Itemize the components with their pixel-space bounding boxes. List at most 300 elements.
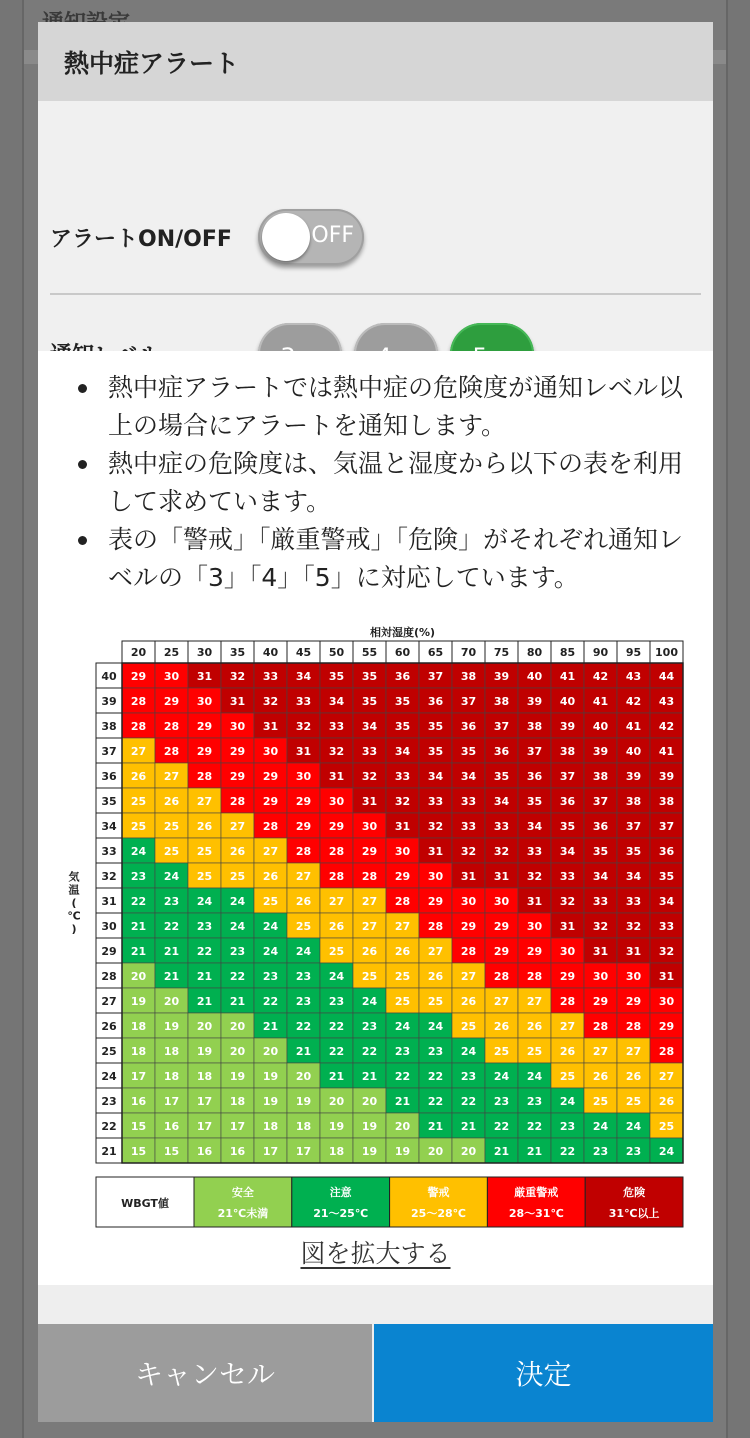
heatmap-cell-value: 39	[658, 770, 675, 783]
heatmap-cell-value: 25	[394, 970, 411, 983]
heatmap-cell-value: 22	[328, 1020, 345, 1033]
heatmap-cell-value: 28	[130, 720, 147, 733]
humidity-tick-label: 45	[295, 646, 312, 659]
heatmap-cell-value: 35	[427, 745, 444, 758]
heatmap-cell-value: 27	[493, 995, 510, 1008]
heatmap-cell-value: 26	[592, 1070, 609, 1083]
humidity-tick-label: 35	[229, 646, 246, 659]
heatmap-cell-value: 29	[262, 795, 279, 808]
heatmap-cell-value: 24	[229, 920, 246, 933]
heatmap-cell-value: 26	[295, 895, 312, 908]
heatmap-cell-value: 19	[361, 1145, 378, 1158]
dialog-title: 熱中症アラート	[64, 48, 240, 78]
heatmap-cell-value: 24	[130, 845, 147, 858]
heatmap-cell-value: 20	[295, 1070, 312, 1083]
toggle-knob[interactable]	[262, 213, 310, 261]
settings-panel	[38, 101, 713, 351]
temperature-tick-label: 21	[101, 1145, 117, 1158]
heatmap-cell-value: 18	[328, 1145, 345, 1158]
heatmap-cell-value: 35	[394, 720, 411, 733]
heatmap-cell-value: 31	[625, 945, 642, 958]
heatmap-cell-value: 25	[196, 845, 213, 858]
heatmap-cell-value: 29	[130, 670, 147, 683]
heatmap-cell-value: 31	[493, 870, 510, 883]
heatmap-cell-value: 34	[460, 770, 477, 783]
cancel-button[interactable]: キャンセル	[38, 1324, 372, 1422]
heatmap-cell-value: 35	[460, 745, 477, 758]
heatmap-cell-value: 25	[328, 945, 345, 958]
heatmap-cell-value: 38	[592, 770, 609, 783]
temperature-tick-label: 35	[101, 795, 117, 808]
temperature-tick-label: 28	[101, 970, 117, 983]
heatmap-cell-value: 29	[493, 945, 510, 958]
heatmap-cell-value: 25	[658, 1120, 675, 1133]
heatmap-cell-value: 35	[394, 695, 411, 708]
heatmap-cell-value: 23	[427, 1045, 444, 1058]
divider	[50, 293, 701, 295]
heatmap-cell-value: 25	[460, 1020, 477, 1033]
heatmap-cell-value: 27	[196, 795, 213, 808]
heatmap-cell-value: 35	[361, 695, 378, 708]
humidity-tick-label: 40	[262, 646, 279, 659]
heatmap-cell-value: 32	[394, 795, 411, 808]
heatmap-cell-value: 28	[328, 870, 345, 883]
heatmap-cell-value: 34	[559, 845, 576, 858]
alert-toggle-switch[interactable]	[258, 209, 364, 265]
heatmap-cell-value: 24	[625, 1120, 642, 1133]
heatmap-cell-value: 39	[625, 770, 642, 783]
note-item: 熱中症アラートでは熱中症の危険度が通知レベル以上の場合にアラートを通知します。	[74, 369, 694, 445]
heatmap-cell-value: 32	[229, 670, 246, 683]
heatmap-cell-value: 31	[592, 945, 609, 958]
heatmap-cell-value: 28	[658, 1045, 675, 1058]
heatmap-cell-value: 24	[196, 895, 213, 908]
heatmap-cell-value: 26	[658, 1095, 675, 1108]
heatmap-cell-value: 39	[559, 720, 576, 733]
heatmap-cell-value: 19	[394, 1145, 411, 1158]
heatmap-cell-value: 24	[361, 995, 378, 1008]
heatmap-cell-value: 33	[394, 770, 411, 783]
heatmap-cell-value: 43	[625, 670, 642, 683]
heatmap-cell-value: 23	[163, 895, 180, 908]
temperature-tick-label: 23	[101, 1095, 117, 1108]
legend-range: 21℃未満	[217, 1207, 269, 1220]
heatmap-cell-value: 38	[625, 795, 642, 808]
heatmap-cell-value: 29	[394, 870, 411, 883]
heatmap-cell-value: 36	[493, 745, 510, 758]
temperature-tick-label: 38	[101, 720, 117, 733]
heatmap-cell-value: 28	[625, 1020, 642, 1033]
heatmap-cell-value: 21	[130, 945, 147, 958]
heatmap-cell-value: 25	[526, 1045, 543, 1058]
heatmap-cell-value: 35	[658, 870, 675, 883]
temperature-tick-label: 33	[101, 845, 117, 858]
heatmap-cell-value: 35	[625, 845, 642, 858]
humidity-tick-label: 70	[460, 646, 477, 659]
y-axis-title-char: 気	[68, 870, 80, 884]
heatmap-cell-value: 34	[427, 770, 444, 783]
heatmap-cell-value: 25	[196, 870, 213, 883]
heatmap-cell-value: 19	[262, 1070, 279, 1083]
heatmap-cell-value: 37	[493, 720, 510, 733]
y-axis-title-char: (	[71, 896, 77, 910]
heatmap-cell-value: 23	[196, 920, 213, 933]
info-panel	[38, 351, 713, 1285]
heatmap-cell-value: 31	[328, 770, 345, 783]
heatmap-cell-value: 22	[295, 1020, 312, 1033]
heatmap-cell-value: 28	[295, 845, 312, 858]
heatmap-cell-value: 27	[295, 870, 312, 883]
heatmap-cell-value: 27	[361, 920, 378, 933]
heatmap-cell-value: 20	[427, 1145, 444, 1158]
heatmap-cell-value: 27	[625, 1045, 642, 1058]
heatmap-cell-value: 32	[295, 720, 312, 733]
heatmap-cell-value: 23	[460, 1070, 477, 1083]
wbgt-chart[interactable]	[62, 621, 678, 1225]
heatmap-cell-value: 28	[130, 695, 147, 708]
heatmap-cell-value: 37	[559, 770, 576, 783]
y-axis-title-char: 温	[68, 883, 80, 897]
heatmap-cell-value: 24	[559, 1095, 576, 1108]
heatmap-cell-value: 33	[460, 820, 477, 833]
heatmap-cell-value: 21	[493, 1145, 510, 1158]
heatmap-cell-value: 29	[493, 920, 510, 933]
heatmap-cell-value: 22	[130, 895, 147, 908]
heatmap-cell-value: 34	[328, 695, 345, 708]
heatmap-cell-value: 32	[328, 745, 345, 758]
humidity-tick-label: 100	[655, 646, 678, 659]
heatmap-cell-value: 28	[328, 845, 345, 858]
wbgt-chart-svg	[62, 621, 678, 1221]
heatmap-cell-value: 20	[262, 1045, 279, 1058]
heatmap-cell-value: 32	[460, 845, 477, 858]
heatmap-cell-value: 25	[559, 1070, 576, 1083]
heatmap-cell-value: 28	[592, 1020, 609, 1033]
heatmap-cell-value: 28	[262, 820, 279, 833]
heatmap-cell-value: 18	[130, 1020, 147, 1033]
heatmap-cell-value: 35	[592, 845, 609, 858]
heatmap-cell-value: 20	[328, 1095, 345, 1108]
heatmap-cell-value: 29	[658, 1020, 675, 1033]
heatmap-cell-value: 37	[625, 820, 642, 833]
legend-name: 危険	[623, 1186, 646, 1199]
heatmap-cell-value: 17	[229, 1120, 246, 1133]
humidity-tick-label: 60	[394, 646, 411, 659]
heatmap-cell-value: 19	[328, 1120, 345, 1133]
heatmap-cell-value: 37	[658, 820, 675, 833]
heatmap-cell-value: 32	[592, 920, 609, 933]
heatmap-cell-value: 31	[295, 745, 312, 758]
heatmap-cell-value: 21	[196, 995, 213, 1008]
heatmap-cell-value: 22	[229, 970, 246, 983]
heatmap-cell-value: 24	[295, 945, 312, 958]
heatmap-cell-value: 36	[559, 795, 576, 808]
heatmap-cell-value: 22	[163, 920, 180, 933]
heatmap-cell-value: 25	[229, 870, 246, 883]
heatmap-cell-value: 33	[526, 845, 543, 858]
heatmap-cell-value: 22	[460, 1095, 477, 1108]
heatmap-cell-value: 30	[493, 895, 510, 908]
heatmap-cell-value: 24	[427, 1020, 444, 1033]
heatmap-cell-value: 28	[427, 920, 444, 933]
heatmap-cell-value: 25	[295, 920, 312, 933]
heatmap-cell-value: 29	[526, 945, 543, 958]
heatmap-cell-value: 25	[130, 795, 147, 808]
heatmap-cell-value: 31	[229, 695, 246, 708]
heatmap-cell-value: 29	[295, 820, 312, 833]
heatmap-cell-value: 20	[394, 1120, 411, 1133]
temperature-tick-label: 26	[101, 1020, 117, 1033]
heatmap-cell-value: 24	[658, 1145, 675, 1158]
humidity-tick-label: 30	[196, 646, 213, 659]
heatmap-cell-value: 32	[262, 695, 279, 708]
heatmap-cell-value: 30	[427, 870, 444, 883]
legend-range: 31℃以上	[608, 1207, 660, 1220]
heatmap-cell-value: 26	[493, 1020, 510, 1033]
heatmap-cell-value: 28	[493, 970, 510, 983]
heatmap-cell-value: 28	[196, 770, 213, 783]
heatmap-cell-value: 15	[130, 1145, 147, 1158]
heatmap-cell-value: 29	[427, 895, 444, 908]
heatmap-cell-value: 23	[130, 870, 147, 883]
heatmap-cell-value: 23	[262, 970, 279, 983]
heatmap-cell-value: 27	[559, 1020, 576, 1033]
heatmap-cell-value: 41	[658, 745, 675, 758]
heatmap-cell-value: 29	[328, 820, 345, 833]
humidity-tick-label: 25	[163, 646, 180, 659]
heatmap-cell-value: 21	[229, 995, 246, 1008]
heatmap-cell-value: 26	[625, 1070, 642, 1083]
heatmap-cell-value: 34	[295, 670, 312, 683]
heatmap-cell-value: 21	[394, 1095, 411, 1108]
heatmap-cell-value: 18	[229, 1095, 246, 1108]
legend-range: 21〜25℃	[313, 1207, 369, 1220]
humidity-tick-label: 95	[625, 646, 642, 659]
heatmap-cell-value: 29	[196, 745, 213, 758]
heatmap-cell-value: 18	[295, 1120, 312, 1133]
heatstroke-alert-dialog	[38, 22, 713, 1422]
temperature-tick-label: 24	[101, 1070, 117, 1083]
legend-range: 28〜31℃	[508, 1207, 564, 1220]
heatmap-cell-value: 42	[658, 720, 675, 733]
heatmap-cell-value: 37	[460, 695, 477, 708]
heatmap-cell-value: 22	[328, 1045, 345, 1058]
heatmap-cell-value: 19	[130, 995, 147, 1008]
heatmap-cell-value: 16	[229, 1145, 246, 1158]
heatmap-cell-value: 34	[592, 870, 609, 883]
heatmap-cell-value: 17	[196, 1120, 213, 1133]
heatmap-cell-value: 23	[229, 945, 246, 958]
humidity-tick-label: 50	[328, 646, 345, 659]
heatmap-cell-value: 31	[361, 795, 378, 808]
humidity-tick-label: 90	[592, 646, 609, 659]
heatmap-cell-value: 20	[229, 1020, 246, 1033]
heatmap-cell-value: 23	[328, 995, 345, 1008]
heatmap-cell-value: 21	[427, 1120, 444, 1133]
heatmap-cell-value: 29	[229, 770, 246, 783]
heatmap-cell-value: 18	[163, 1045, 180, 1058]
temperature-tick-label: 29	[101, 945, 117, 958]
heatmap-cell-value: 37	[526, 745, 543, 758]
heatmap-cell-value: 17	[196, 1095, 213, 1108]
heatmap-cell-value: 32	[625, 920, 642, 933]
heatmap-cell-value: 34	[361, 720, 378, 733]
heatmap-cell-value: 23	[526, 1095, 543, 1108]
heatmap-cell-value: 27	[262, 845, 279, 858]
heatmap-cell-value: 25	[163, 845, 180, 858]
heatmap-cell-value: 32	[526, 870, 543, 883]
heatmap-cell-value: 21	[163, 945, 180, 958]
heatmap-cell-value: 32	[361, 770, 378, 783]
heatmap-cell-value: 33	[328, 720, 345, 733]
heatmap-cell-value: 30	[328, 795, 345, 808]
heatmap-cell-value: 30	[229, 720, 246, 733]
heatmap-cell-value: 27	[394, 920, 411, 933]
heatmap-cell-value: 33	[658, 920, 675, 933]
heatmap-cell-value: 16	[130, 1095, 147, 1108]
heatmap-cell-value: 38	[493, 695, 510, 708]
legend-name: 厳重警戒	[514, 1186, 559, 1199]
heatmap-cell-value: 40	[625, 745, 642, 758]
heatmap-cell-value: 30	[559, 945, 576, 958]
heatmap-cell-value: 31	[394, 820, 411, 833]
note-item: 熱中症の危険度は、気温と湿度から以下の表を利用して求めています。	[74, 445, 694, 521]
heatmap-cell-value: 35	[361, 670, 378, 683]
heatmap-cell-value: 29	[460, 920, 477, 933]
heatmap-cell-value: 38	[658, 795, 675, 808]
heatmap-cell-value: 25	[592, 1095, 609, 1108]
legend-range: 25〜28℃	[411, 1207, 466, 1220]
heatmap-cell-value: 30	[361, 820, 378, 833]
heatmap-cell-value: 28	[526, 970, 543, 983]
toggle-state-text: OFF	[311, 223, 354, 248]
temperature-tick-label: 31	[101, 895, 117, 908]
heatmap-cell-value: 24	[262, 945, 279, 958]
heatmap-cell-value: 20	[163, 995, 180, 1008]
ok-button[interactable]: 決定	[374, 1324, 713, 1422]
heatmap-cell-value: 27	[328, 895, 345, 908]
y-axis-title-char: )	[71, 922, 77, 936]
heatmap-cell-value: 39	[493, 670, 510, 683]
heatmap-cell-value: 35	[526, 795, 543, 808]
heatmap-cell-value: 27	[229, 820, 246, 833]
heatmap-cell-value: 17	[295, 1145, 312, 1158]
heatmap-cell-value: 25	[130, 820, 147, 833]
heatmap-cell-value: 33	[262, 670, 279, 683]
heatmap-cell-value: 33	[361, 745, 378, 758]
heatmap-cell-value: 20	[460, 1145, 477, 1158]
heatmap-cell-value: 27	[460, 970, 477, 983]
heatmap-cell-value: 22	[262, 995, 279, 1008]
heatmap-cell-value: 27	[526, 995, 543, 1008]
heatmap-cell-value: 30	[262, 745, 279, 758]
heatmap-cell-value: 26	[196, 820, 213, 833]
dialog-header	[38, 22, 713, 101]
heatmap-cell-value: 26	[361, 945, 378, 958]
heatmap-cell-value: 17	[163, 1095, 180, 1108]
heatmap-cell-value: 34	[625, 870, 642, 883]
heatmap-cell-value: 24	[460, 1045, 477, 1058]
heatmap-cell-value: 23	[592, 1145, 609, 1158]
heatmap-cell-value: 26	[328, 920, 345, 933]
heatmap-cell-value: 26	[262, 870, 279, 883]
heatmap-cell-value: 18	[196, 1070, 213, 1083]
heatmap-cell-value: 25	[262, 895, 279, 908]
temperature-tick-label: 34	[101, 820, 117, 833]
heatmap-cell-value: 37	[427, 670, 444, 683]
heatmap-cell-value: 36	[427, 695, 444, 708]
heatmap-cell-value: 22	[196, 945, 213, 958]
heatmap-cell-value: 23	[394, 1045, 411, 1058]
temperature-tick-label: 22	[101, 1120, 117, 1133]
heatmap-cell-value: 31	[196, 670, 213, 683]
heatmap-cell-value: 30	[526, 920, 543, 933]
heatmap-cell-value: 36	[394, 670, 411, 683]
heatmap-cell-value: 22	[427, 1095, 444, 1108]
heatmap-cell-value: 23	[295, 970, 312, 983]
humidity-tick-label: 80	[526, 646, 543, 659]
heatmap-cell-value: 44	[658, 670, 675, 683]
heatmap-cell-value: 21	[526, 1145, 543, 1158]
heatmap-cell-value: 23	[295, 995, 312, 1008]
heatmap-cell-value: 23	[625, 1145, 642, 1158]
heatmap-cell-value: 38	[559, 745, 576, 758]
x-axis-title: 相対湿度(%)	[369, 626, 436, 639]
heatmap-cell-value: 32	[493, 845, 510, 858]
heatmap-cell-value: 28	[460, 945, 477, 958]
heatmap-cell-value: 16	[163, 1120, 180, 1133]
heatmap-cell-value: 19	[229, 1070, 246, 1083]
heatmap-cell-value: 26	[229, 845, 246, 858]
heatmap-cell-value: 24	[328, 970, 345, 983]
heatmap-cell-value: 21	[361, 1070, 378, 1083]
heatmap-cell-value: 21	[262, 1020, 279, 1033]
legend-name: WBGT値	[121, 1197, 169, 1210]
humidity-tick-label: 85	[559, 646, 576, 659]
heatmap-cell-value: 24	[262, 920, 279, 933]
heatmap-cell-value: 25	[394, 995, 411, 1008]
heatmap-cell-value: 36	[658, 845, 675, 858]
heatmap-cell-value: 25	[625, 1095, 642, 1108]
heatmap-cell-value: 18	[262, 1120, 279, 1133]
heatmap-cell-value: 22	[493, 1120, 510, 1133]
heatmap-cell-value: 24	[163, 870, 180, 883]
heatmap-cell-value: 25	[361, 970, 378, 983]
heatmap-cell-value: 39	[526, 695, 543, 708]
heatmap-cell-value: 25	[493, 1045, 510, 1058]
heatmap-cell-value: 30	[460, 895, 477, 908]
legend-name: 警戒	[427, 1186, 450, 1199]
heatmap-cell-value: 34	[526, 820, 543, 833]
heatmap-cell-value: 31	[658, 970, 675, 983]
heatmap-cell-value: 31	[559, 920, 576, 933]
heatmap-cell-value: 38	[526, 720, 543, 733]
alert-toggle-label: アラートON/OFF	[50, 227, 232, 252]
zoom-link[interactable]: 図を拡大する	[300, 1239, 451, 1268]
temperature-tick-label: 37	[101, 745, 117, 758]
heatmap-cell-value: 40	[559, 695, 576, 708]
notes-list	[74, 369, 694, 597]
heatmap-cell-value: 20	[196, 1020, 213, 1033]
heatmap-cell-value: 28	[163, 745, 180, 758]
heatmap-cell-value: 22	[427, 1070, 444, 1083]
heatmap-cell-value: 41	[625, 720, 642, 733]
heatmap-cell-value: 42	[592, 670, 609, 683]
heatmap-cell-value: 34	[394, 745, 411, 758]
humidity-tick-label: 20	[130, 646, 147, 659]
heatmap-cell-value: 28	[361, 870, 378, 883]
heatmap-cell-value: 29	[592, 995, 609, 1008]
